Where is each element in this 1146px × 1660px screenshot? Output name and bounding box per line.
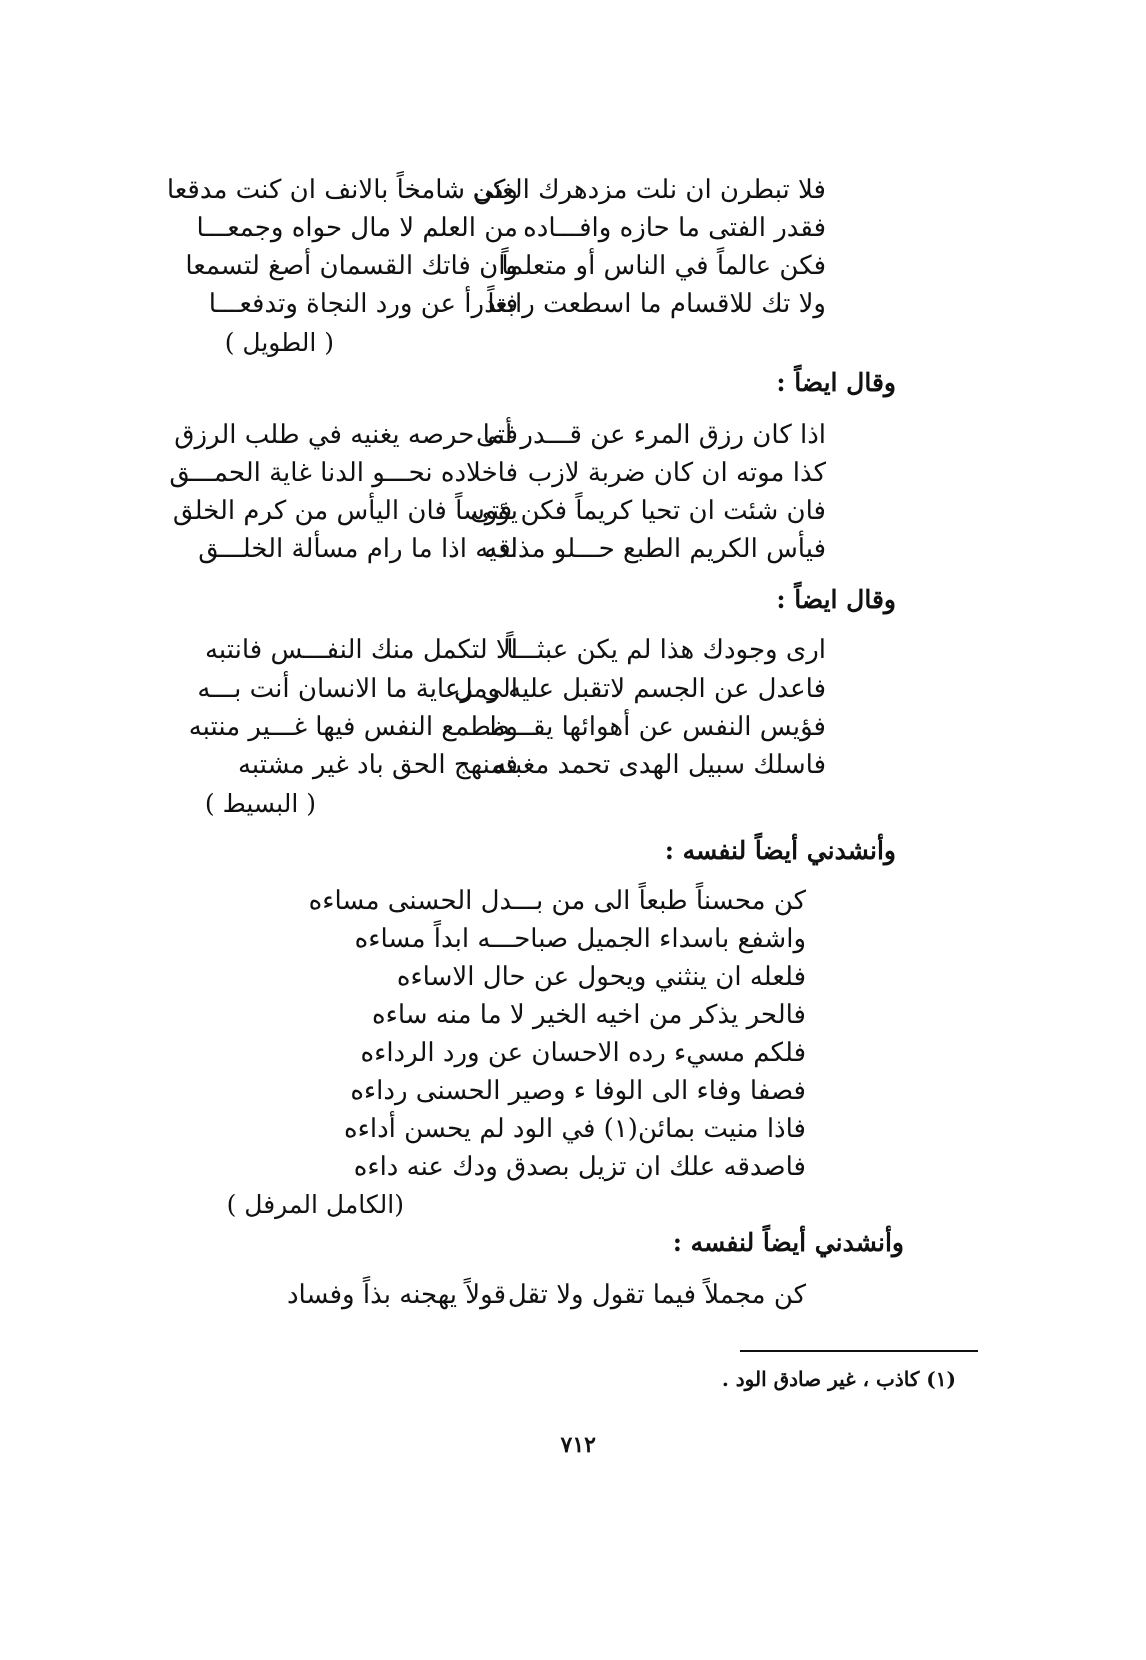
poem-line: واشفع باسداء الجميل صباحـــه ابداً مساءه [354,924,806,954]
poem-line: فاذا منيت بمائن(١) في الود لم يحسن أداءه [344,1114,806,1144]
meter-label: (الكامل المرفل ) [226,1190,404,1219]
verse-second-hemistich: فمنهج الحق باد غير مشتبه [237,750,518,780]
section-heading: وأنشدني أيضاً لنفسه : [672,1228,904,1257]
verse-second-hemistich: يؤوساً فان اليأس من كرم الخلق [172,496,518,526]
section-heading: وأنشدني أيضاً لنفسه : [664,836,896,865]
verse-second-hemistich: فاخلاده نحـــو الدنا غاية الحمـــق [169,458,518,488]
verse-second-hemistich: قولاً يهجنه بذاً وفساد [286,1280,506,1310]
verse-1-second-hemistich: وكن شامخاً بالانف ان كنت مدقعا [166,175,518,205]
verse-first-hemistich: كذا موته ان كان ضربة لازب [527,458,826,488]
verse-2-second-hemistich: من العلم لا مال حواه وجمعـــا [196,213,518,243]
poem-line: فالحر يذكر من اخيه الخير لا ما منه ساءه [372,1000,806,1030]
poem-line: فاصدقه علك ان تزيل بصدق ودك عنه داءه [353,1152,806,1182]
verse-4-second-hemistich: فتدرأ عن ورد النجاة وتدفعـــا [208,289,518,319]
section-heading: وقال ايضاً : [776,368,896,397]
verse-first-hemistich: فان شئت ان تحيا كريماً فكن فتى [470,496,826,526]
verse-second-hemistich: فما حرصه يغنيه في طلب الرزق [174,420,518,450]
verse-2-first-hemistich: فقدر الفتى ما حازه وافـــاده [523,213,826,243]
verse-first-hemistich: ارى وجودك هذا لم يكن عبثـــاً [506,635,826,665]
verse-3-first-hemistich: فكن عالماً في الناس أو متعلماً [501,251,826,281]
poem-line: فصفا وفاء الى الوفا ء وصير الحسنى رداءه [350,1076,806,1106]
verse-first-hemistich: فاعدل عن الجسم لاتقبل عليه ومل [453,674,826,704]
poem-line: فلعله ان ينثني ويحول عن حال الاساءه [396,962,806,992]
poem-line: كن محسناً طبعاً الى من بـــدل الحسنى مساءه [308,886,806,916]
verse-first-hemistich: فؤيس النفس عن أهوائها يقـــظ [485,712,826,742]
page-number: ٧١٢ [560,1432,596,1458]
meter-label: ( البسيط ) [204,789,316,818]
verse-first-hemistich: فيأس الكريم الطبع حـــلو مذاقه [484,534,826,564]
footnote-rule [740,1350,978,1352]
verse-1-first-hemistich: فلا تبطرن ان نلت مزدهرك الغنى [472,175,826,205]
footnote: (١) كاذب ، غير صادق الود . [721,1367,956,1391]
verse-first-hemistich: فاسلك سبيل الهدى تحمد مغبته [493,750,826,780]
verse-second-hemistich: لديه اذا ما رام مسألة الخلـــق [198,534,518,564]
verse-second-hemistich: الى رعاية ما الانسان أنت بـــه [197,674,518,704]
verse-4-first-hemistich: ولا تك للاقسام ما اسطعت رابعاً [487,289,826,319]
verse-first-hemistich: اذا كان رزق المرء عن قـــدر أتى [476,420,826,450]
poem-line: فلكم مسيء رده الاحسان عن ورد الرداءه [360,1038,806,1068]
verse-first-hemistich: كن مجملاً فيما تقول ولا تقل [507,1280,806,1310]
meter-label: ( الطويل ) [224,328,334,357]
verse-3-second-hemistich: وان فاتك القسمان أصغ لتسمعا [185,251,518,281]
section-heading: وقال ايضاً : [776,585,896,614]
verse-second-hemistich: ومطمع النفس فيها غـــير منتبه [188,712,518,742]
verse-second-hemistich: الا لتكمل منك النفـــس فانتبه [204,635,518,665]
